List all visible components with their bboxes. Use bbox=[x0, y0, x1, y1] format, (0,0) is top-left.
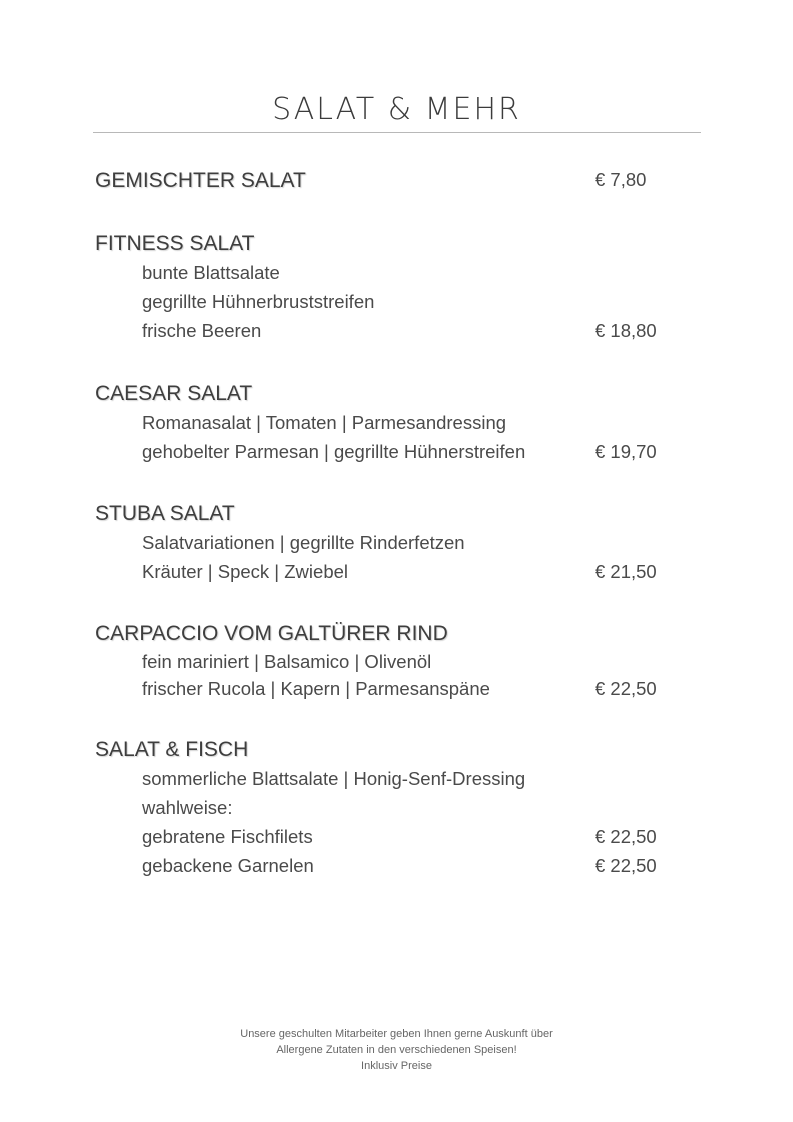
dish-description-line bbox=[95, 675, 695, 702]
description-text: sommerliche Blattsalate | Honig-Senf-Dressing bbox=[142, 768, 526, 789]
menu-item-caesar-salat bbox=[95, 380, 695, 466]
dish-description-line bbox=[95, 316, 695, 345]
footer-line: Inklusiv Preise bbox=[361, 1060, 432, 1072]
dish-description-line bbox=[95, 437, 695, 466]
footer-line: Allergene Zutaten in den verschiedenen Speisen! bbox=[276, 1044, 517, 1056]
description-text: Romanasalat | Tomaten | Parmesandressing bbox=[142, 412, 507, 433]
title-divider bbox=[93, 132, 701, 133]
dish-name: CAESAR SALAT bbox=[95, 382, 253, 405]
description-text: Kräuter | Speck | Zwiebel bbox=[142, 561, 349, 582]
menu-item-fitness-salat bbox=[95, 230, 695, 345]
dish-price: € 19,70 bbox=[595, 441, 657, 462]
dish-name: SALAT & FISCH bbox=[95, 738, 249, 761]
footer-line: Unsere geschulten Mitarbeiter geben Ihnen gerne Auskunft über bbox=[240, 1028, 553, 1040]
dish-description-line bbox=[95, 557, 695, 586]
description-text: bunte Blattsalate bbox=[142, 262, 280, 283]
dish-description-line bbox=[95, 822, 695, 851]
menu-item-stuba-salat bbox=[95, 500, 695, 586]
dish-description-line bbox=[95, 764, 695, 793]
dish-description-line bbox=[95, 287, 695, 316]
dish-price: € 22,50 bbox=[595, 826, 657, 847]
dish-price: € 7,80 bbox=[595, 169, 647, 190]
dish-description-line bbox=[95, 408, 695, 437]
dish-description-line bbox=[95, 793, 695, 822]
allergen-notice bbox=[0, 1026, 793, 1074]
description-text: gebackene Garnelen bbox=[142, 855, 314, 876]
dish-description-line bbox=[95, 851, 695, 880]
dish-price: € 21,50 bbox=[595, 561, 657, 582]
page-title: SALAT & MEHR bbox=[272, 92, 521, 127]
dish-price: € 22,50 bbox=[595, 678, 657, 699]
dish-name: CARPACCIO VOM GALTÜRER RIND bbox=[95, 622, 448, 645]
menu-item-gemischter-salat bbox=[95, 167, 695, 195]
description-text: gehobelter Parmesan | gegrillte Hühnerstreifen bbox=[142, 441, 526, 462]
dish-name: FITNESS SALAT bbox=[95, 232, 255, 255]
description-text: frischer Rucola | Kapern | Parmesanspäne bbox=[142, 678, 490, 699]
dish-name: STUBA SALAT bbox=[95, 502, 235, 525]
description-text: gegrillte Hühnerbruststreifen bbox=[142, 291, 375, 312]
description-text: Salatvariationen | gegrillte Rinderfetzen bbox=[142, 532, 465, 553]
dish-price: € 22,50 bbox=[595, 855, 657, 876]
dish-price: € 18,80 bbox=[595, 320, 657, 341]
description-text: wahlweise: bbox=[142, 797, 233, 818]
dish-description-line bbox=[95, 258, 695, 287]
dish-name: GEMISCHTER SALAT bbox=[95, 169, 306, 192]
dish-description-line bbox=[95, 528, 695, 557]
menu-item-carpaccio bbox=[95, 620, 695, 702]
menu-item-salat-fisch bbox=[95, 736, 695, 880]
description-text: fein mariniert | Balsamico | Olivenöl bbox=[142, 651, 432, 672]
description-text: gebratene Fischfilets bbox=[142, 826, 313, 847]
description-text: frische Beeren bbox=[142, 320, 262, 341]
dish-description-line bbox=[95, 648, 695, 675]
